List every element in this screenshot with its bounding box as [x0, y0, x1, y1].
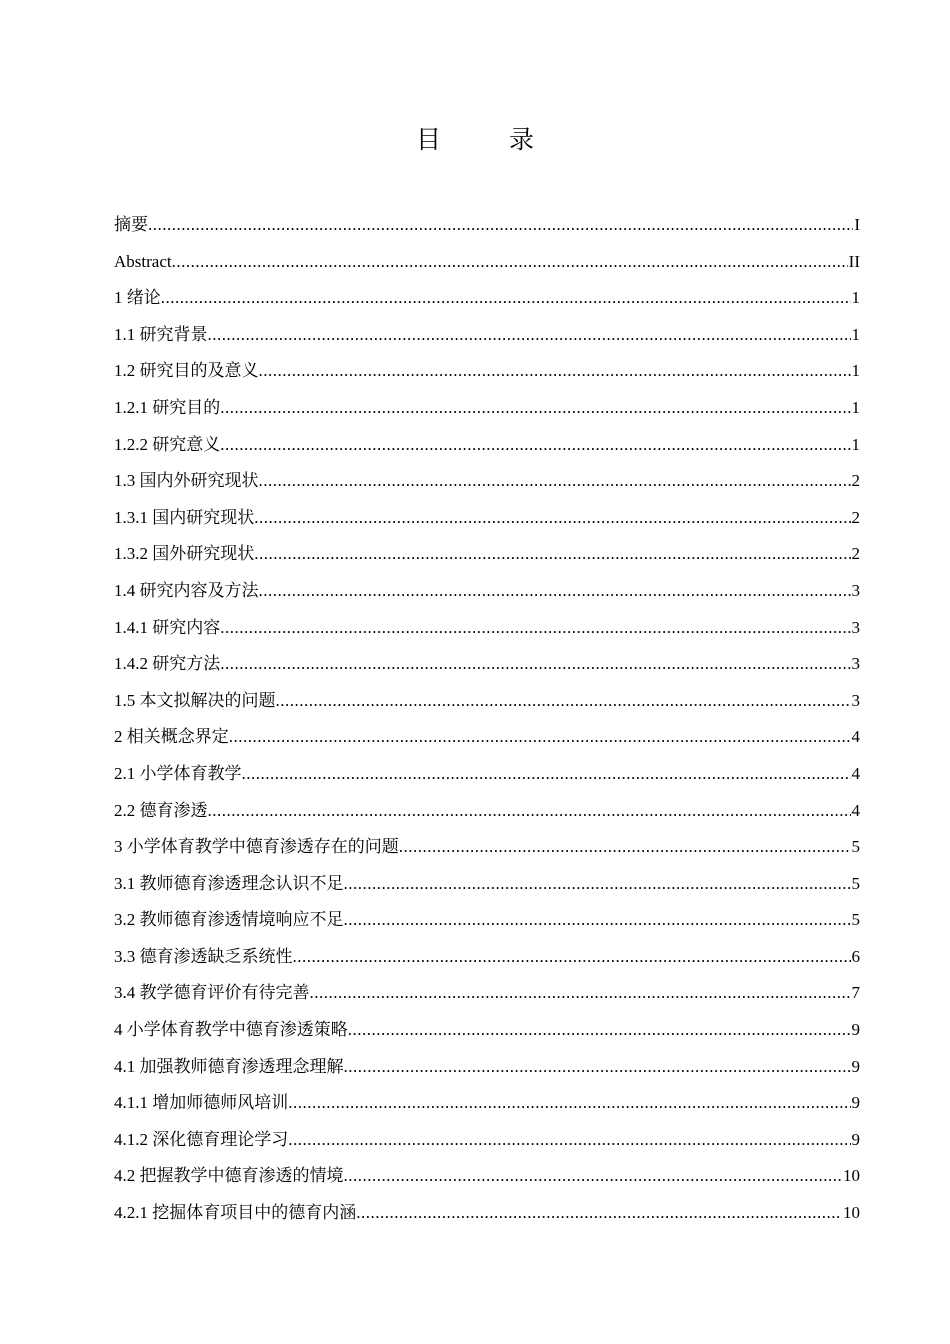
toc-leader-dots [208, 793, 851, 830]
toc-leader-dots [348, 1012, 851, 1049]
toc-leader-dots [356, 1195, 842, 1232]
toc-entry-page-number: 1 [851, 397, 860, 417]
toc-entry-label: 1.2 研究目的及意义 [114, 361, 259, 381]
toc-entry[interactable] [114, 829, 860, 866]
toc-entry-page-number: 10 [843, 1203, 860, 1223]
toc-entry-page-number: 10 [843, 1166, 860, 1186]
toc-entry-page-number: 5 [851, 873, 860, 893]
toc-entry-page-number: 3 [851, 617, 860, 637]
toc-entry[interactable] [114, 1195, 860, 1232]
toc-entry-label: 4.2 把握教学中德育渗透的情境 [114, 1166, 344, 1186]
toc-leader-dots [172, 244, 848, 281]
toc-entry[interactable] [114, 244, 860, 281]
toc-entry-label: 4.2.1 挖掘体育项目中的德育内涵 [114, 1203, 357, 1223]
toc-entry-label: 4.1 加强教师德育渗透理念理解 [114, 1056, 344, 1076]
toc-entry-label: 4.1.1 增加师德师风培训 [114, 1093, 289, 1113]
toc-entry-page-number: 9 [851, 1056, 860, 1076]
toc-leader-dots [259, 463, 851, 500]
toc-leader-dots [288, 1122, 850, 1159]
toc-entry-label: 3.2 教师德育渗透情境响应不足 [114, 910, 344, 930]
toc-entry-label: 3 小学体育教学中德育渗透存在的问题 [114, 837, 399, 857]
toc-entry-page-number: I [854, 215, 860, 234]
toc-entry-page-number: 5 [851, 910, 860, 930]
toc-entry[interactable] [114, 280, 860, 317]
toc-entry-page-number: 9 [851, 1093, 860, 1113]
toc-entry-page-number: 4 [851, 800, 860, 820]
toc-leader-dots [220, 427, 850, 464]
toc-leader-dots [310, 975, 851, 1012]
toc-entry-label: 1.3.2 国外研究现状 [114, 544, 255, 564]
toc-entry-page-number: 2 [851, 544, 860, 564]
toc-entry[interactable] [114, 317, 860, 354]
toc-entry-label: 1.3 国内外研究现状 [114, 471, 259, 491]
toc-entry-page-number: 3 [851, 654, 860, 674]
toc-entry[interactable] [114, 793, 860, 830]
toc-entry[interactable] [114, 390, 860, 427]
toc-entry[interactable] [114, 1122, 860, 1159]
toc-leader-dots [344, 1158, 843, 1195]
toc-leader-dots [344, 1049, 851, 1086]
toc-leader-dots [148, 207, 853, 244]
toc-leader-dots [220, 390, 850, 427]
toc-leader-dots [259, 573, 851, 610]
toc-entry[interactable] [114, 939, 860, 976]
toc-entry-page-number: 9 [851, 1020, 860, 1040]
toc-entry[interactable] [114, 207, 860, 244]
toc-entry[interactable] [114, 1158, 860, 1195]
toc-entry-page-number: 4 [851, 763, 860, 783]
toc-entry-page-number: 1 [851, 434, 860, 454]
toc-entry-label: 1.2.1 研究目的 [114, 397, 221, 417]
toc-leader-dots [254, 536, 850, 573]
toc-entry-label: 4 小学体育教学中德育渗透策略 [114, 1020, 348, 1040]
toc-title: 目 录 [416, 125, 564, 154]
toc-entry[interactable] [114, 1049, 860, 1086]
toc-entry-page-number: 6 [851, 946, 860, 966]
toc-entry[interactable] [114, 1012, 860, 1049]
toc-entry-page-number: 1 [851, 288, 860, 308]
toc-entry-page-number: 9 [851, 1129, 860, 1149]
toc-entry[interactable] [114, 500, 860, 537]
toc-leader-dots [399, 829, 851, 866]
toc-entry-label: 1.4.2 研究方法 [114, 654, 221, 674]
toc-entry-page-number: 3 [851, 580, 860, 600]
toc-entry-label: 2.2 德育渗透 [114, 800, 208, 820]
toc-entry[interactable] [114, 353, 860, 390]
toc-entry[interactable] [114, 1085, 860, 1122]
toc-entry[interactable] [114, 975, 860, 1012]
toc-leader-dots [288, 1085, 850, 1122]
toc-entry[interactable] [114, 719, 860, 756]
toc-leader-dots [293, 939, 851, 976]
toc-leader-dots [254, 500, 850, 537]
toc-leader-dots [344, 866, 851, 903]
toc-entry-page-number: 5 [851, 837, 860, 857]
toc-entry-label: 3.3 德育渗透缺乏系统性 [114, 946, 293, 966]
toc-entry-page-number: 2 [851, 471, 860, 491]
toc-entry-label: 1.5 本文拟解决的问题 [114, 690, 276, 710]
toc-entry-page-number: 2 [851, 507, 860, 527]
toc-entry-label: 1.4 研究内容及方法 [114, 580, 259, 600]
toc-leader-dots [229, 719, 851, 756]
toc-entry-label: 1.2.2 研究意义 [114, 434, 221, 454]
toc-leader-dots [259, 353, 851, 390]
toc-entry-label: 3.4 教学德育评价有待完善 [114, 983, 310, 1003]
toc-entry-label: 摘要 [114, 215, 148, 234]
toc-list [114, 207, 860, 1232]
toc-entry-page-number: 7 [851, 983, 860, 1003]
toc-entry-label: Abstract [114, 251, 172, 271]
toc-entry[interactable] [114, 646, 860, 683]
toc-entry-page-number: 1 [851, 361, 860, 381]
toc-entry-label: 1.3.1 国内研究现状 [114, 507, 255, 527]
toc-entry[interactable] [114, 536, 860, 573]
toc-leader-dots [344, 902, 851, 939]
toc-leader-dots [220, 646, 850, 683]
toc-leader-dots [242, 756, 851, 793]
toc-entry-label: 2 相关概念界定 [114, 727, 229, 747]
toc-entry-label: 4.1.2 深化德育理论学习 [114, 1129, 289, 1149]
toc-entry[interactable] [114, 610, 860, 647]
toc-entry-label: 1.1 研究背景 [114, 324, 208, 344]
toc-entry-page-number: 1 [851, 324, 860, 344]
toc-entry-page-number: II [848, 251, 860, 271]
toc-entry-label: 1 绪论 [114, 288, 161, 308]
toc-entry[interactable] [114, 573, 860, 610]
toc-entry[interactable] [114, 902, 860, 939]
toc-entry-label: 2.1 小学体育教学 [114, 763, 242, 783]
toc-entry-label: 1.4.1 研究内容 [114, 617, 221, 637]
toc-leader-dots [208, 317, 851, 354]
toc-leader-dots [220, 610, 850, 647]
toc-entry[interactable] [114, 866, 860, 903]
toc-entry[interactable] [114, 427, 860, 464]
toc-entry[interactable] [114, 756, 860, 793]
toc-leader-dots [161, 280, 851, 317]
toc-entry[interactable] [114, 463, 860, 500]
toc-entry-label: 3.1 教师德育渗透理念认识不足 [114, 873, 344, 893]
toc-leader-dots [276, 683, 851, 720]
toc-entry-page-number: 3 [851, 690, 860, 710]
toc-entry[interactable] [114, 683, 860, 720]
toc-entry-page-number: 4 [851, 727, 860, 747]
